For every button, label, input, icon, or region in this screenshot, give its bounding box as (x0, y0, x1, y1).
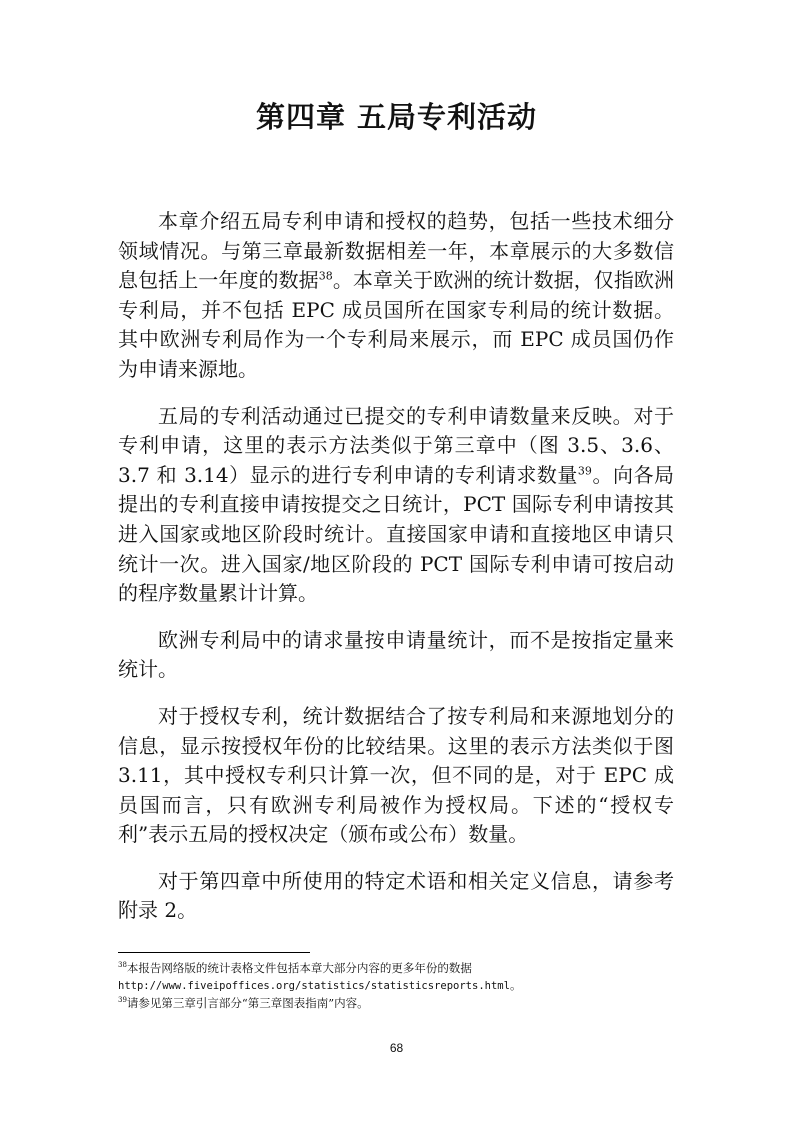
paragraph-text: 本章介绍五局专利申请和授权的趋势，包括一些技术细分领域情况。与第三章最新数据相差一年，本章展示的大多数信息包括上一年度的数据 (118, 209, 674, 293)
paragraph-text: 。向各局提出的专利直接申请按提交之日统计，PCT 国际专利申请按其进入国家或地区阶段时统计。直接国家申请和直接地区申请只统计一次。进入国家/地区阶段的 PCT 国际专利申请可按启动的程序数量累计计算。 (118, 462, 674, 606)
page-number: 68 (389, 1041, 404, 1055)
body-text (118, 207, 674, 943)
paragraph-appendix-ref: 对于第四章中所使用的特定术语和相关定义信息，请参考附录 2。 (118, 868, 674, 923)
footnote-divider (118, 952, 310, 953)
footnote-ref-38[interactable]: 38 (318, 269, 333, 283)
paragraph-applications (118, 402, 674, 609)
footnote-number: 38 (118, 961, 127, 970)
paragraph-grants: 对于授权专利，统计数据结合了按专利局和来源地划分的信息，显示按授权年份的比较结果。这里的表示方法类似于图 3.11，其中授权专利只计算一次，但不同的是，对于 EPC 成员国而言，只有欧洲专利局被作为授权局。下述的“授权专利”表示五局的授权决定（颁布或公布）数量。 (118, 703, 674, 847)
paragraph-text: 五局的专利活动通过已提交的专利申请数量来反映。对于专利申请，这里的表示方法类似于第三章中（图 3.5、3.6、3.7 和 3.14）显示的进行专利申请的专利请求数量 (118, 403, 674, 487)
footnote-text: 请参见第三章引言部分“第三章图表指南”内容。 (126, 996, 369, 1010)
paragraph-epo-requests: 欧洲专利局中的请求量按申请量统计，而不是按指定量来统计。 (118, 627, 674, 682)
footnote-ref-39[interactable]: 39 (577, 464, 592, 478)
chapter-title: 第四章 五局专利活动 (255, 100, 538, 134)
footnotes (118, 960, 678, 1012)
footnote-38 (118, 960, 678, 995)
footnote-number: 39 (118, 996, 127, 1005)
paragraph-text: 。本章关于欧洲的统计数据，仅指欧洲专利局，并不包括 EPC 成员国所在国家专利局的统计数据。其中欧洲专利局作为一个专利局来展示，而 EPC 成员国仍作为申请来源地。 (118, 268, 675, 381)
footnote-link[interactable]: http://www.fiveipoffices.org/statistics/statisticsreports.html (118, 980, 510, 992)
paragraph-intro (118, 207, 674, 385)
footnote-39 (118, 995, 678, 1012)
footnote-tail: 。 (509, 978, 522, 992)
footnote-text: 本报告网络版的统计表格文件包括本章大部分内容的更多年份的数据 (126, 961, 472, 975)
